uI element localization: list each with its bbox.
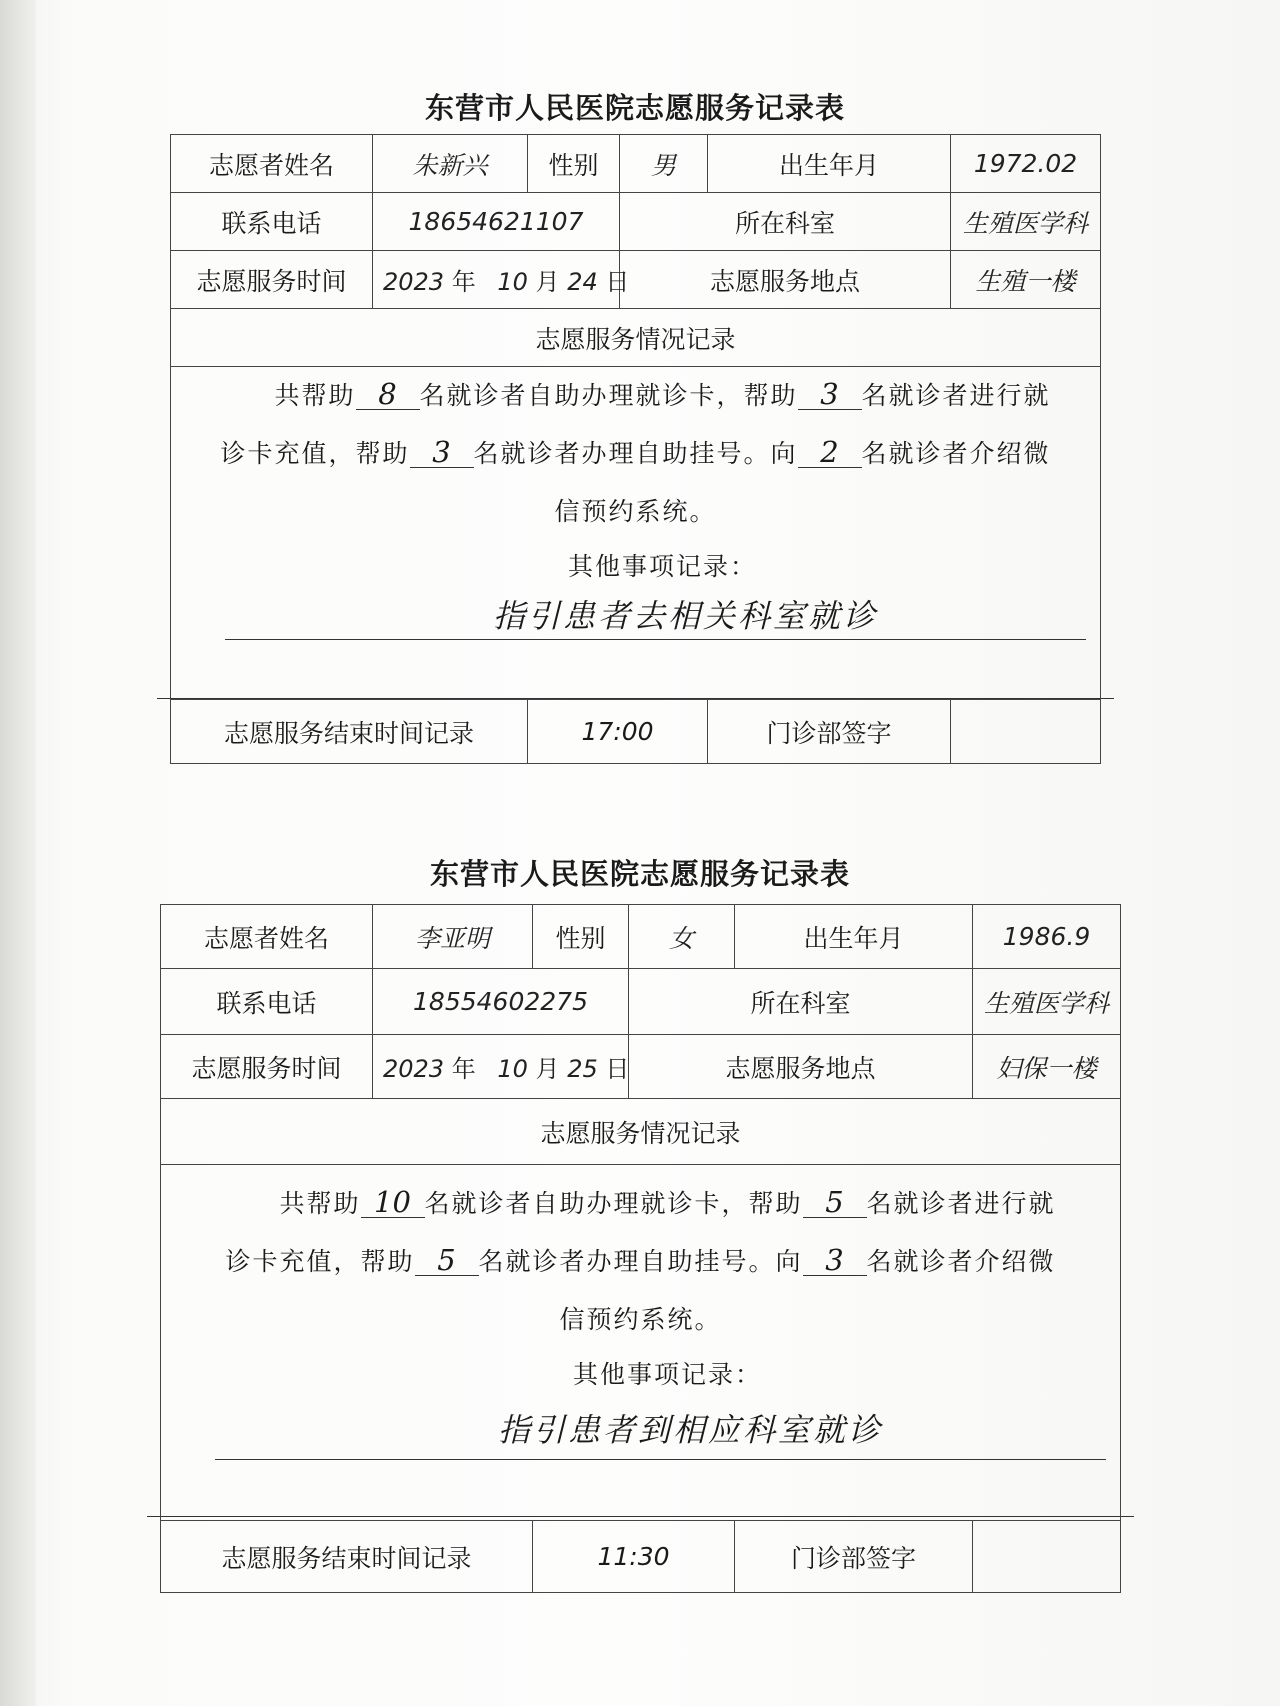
- year-label: 年: [451, 268, 476, 296]
- count-new-cards: 8: [356, 379, 420, 410]
- record-line-3: 信预约系统。: [554, 497, 717, 526]
- section-header: 志愿服务情况记录: [161, 1099, 1121, 1165]
- other-notes-value: 指引患者去相关科室就诊: [225, 593, 1086, 640]
- record-text: 名就诊者介绍微: [866, 1246, 1056, 1276]
- birth-label: 出生年月: [735, 905, 973, 969]
- record-line-3: 信预约系统。: [559, 1304, 722, 1334]
- month-label: 月: [535, 268, 560, 296]
- volunteer-info-table: [160, 904, 1121, 1593]
- date-day: 25: [567, 1055, 598, 1083]
- dept-label: 所在科室: [620, 193, 951, 251]
- dept-label: 所在科室: [629, 969, 973, 1035]
- record-text: 名就诊者介绍微: [861, 439, 1051, 468]
- name-label: 志愿者姓名: [161, 905, 373, 969]
- end-time-value: 17:00: [528, 700, 708, 764]
- count-recharge: 3: [798, 379, 862, 410]
- gender-label: 性别: [528, 135, 620, 193]
- count-wechat: 2: [798, 437, 862, 468]
- date-month: 10: [497, 1055, 528, 1083]
- service-place-label: 志愿服务地点: [629, 1035, 973, 1099]
- signature-label: 门诊部签字: [735, 1521, 973, 1593]
- other-notes-value: 指引患者到相应科室就诊: [215, 1401, 1106, 1460]
- service-record-body: [171, 367, 1101, 700]
- record-line-2: [161, 1233, 1120, 1291]
- day-label: 日: [605, 1055, 630, 1083]
- service-record-body: [161, 1165, 1121, 1521]
- page-binding-edge: [0, 0, 36, 1706]
- record-text: 名就诊者办理自助挂号。向: [478, 1246, 803, 1276]
- other-notes-label: 其他事项记录：: [573, 1359, 763, 1389]
- phone-label: 联系电话: [171, 193, 373, 251]
- record-blank-line: [147, 1460, 1134, 1517]
- count-wechat: 3: [803, 1245, 867, 1276]
- name-value: 李亚明: [373, 905, 533, 969]
- date-year: 2023: [383, 268, 445, 296]
- form-title: 东营市人民医院志愿服务记录表: [424, 91, 845, 125]
- birth-label: 出生年月: [708, 135, 951, 193]
- record-text: 名就诊者进行就: [861, 381, 1051, 410]
- record-line-2: [171, 425, 1100, 483]
- service-time-label: 志愿服务时间: [171, 251, 373, 309]
- date-month: 10: [497, 268, 528, 296]
- birth-value: 1986.9: [973, 905, 1121, 969]
- dept-value: 生殖医学科: [951, 193, 1101, 251]
- phone-value: 18654621107: [373, 193, 620, 251]
- service-time-label: 志愿服务时间: [161, 1035, 373, 1099]
- name-label: 志愿者姓名: [171, 135, 373, 193]
- record-line-1: [171, 367, 1100, 425]
- phone-value: 18554602275: [373, 969, 629, 1035]
- record-text: 共帮助: [279, 1188, 361, 1218]
- count-recharge: 5: [803, 1187, 867, 1218]
- service-place-value: 妇保一楼: [973, 1035, 1121, 1099]
- signature-box: [951, 700, 1101, 764]
- volunteer-record-form-1: [170, 86, 1100, 764]
- record-line-1: [161, 1175, 1120, 1233]
- date-year: 2023: [383, 1055, 445, 1083]
- service-place-label: 志愿服务地点: [620, 251, 951, 309]
- birth-value: 1972.02: [951, 135, 1101, 193]
- record-text: 名就诊者办理自助挂号。向: [473, 439, 798, 468]
- count-registration: 3: [410, 437, 474, 468]
- service-date-value: [373, 251, 630, 309]
- service-date-value: [373, 1035, 629, 1099]
- form-title: 东营市人民医院志愿服务记录表: [429, 857, 850, 891]
- year-label: 年: [451, 1055, 476, 1083]
- month-label: 月: [535, 1055, 560, 1083]
- service-place-value: 生殖一楼: [951, 251, 1101, 309]
- dept-value: 生殖医学科: [973, 969, 1121, 1035]
- signature-label: 门诊部签字: [708, 700, 951, 764]
- day-label: 日: [605, 268, 630, 296]
- count-new-cards: 10: [361, 1187, 425, 1218]
- end-time-label: 志愿服务结束时间记录: [161, 1521, 533, 1593]
- phone-label: 联系电话: [161, 969, 373, 1035]
- section-header: 志愿服务情况记录: [171, 309, 1101, 367]
- volunteer-record-form-2: [160, 852, 1120, 1593]
- signature-box: [973, 1521, 1121, 1593]
- other-notes-label: 其他事项记录：: [568, 552, 758, 581]
- end-time-value: 11:30: [533, 1521, 735, 1593]
- volunteer-info-table: [170, 134, 1101, 764]
- date-day: 24: [567, 268, 598, 296]
- gender-value: 女: [629, 905, 735, 969]
- record-text: 共帮助: [274, 381, 356, 410]
- gender-value: 男: [620, 135, 708, 193]
- record-text: 诊卡充值，帮助: [225, 1246, 415, 1276]
- gender-label: 性别: [533, 905, 629, 969]
- record-text: 名就诊者自助办理就诊卡，帮助: [424, 1188, 803, 1218]
- count-registration: 5: [415, 1245, 479, 1276]
- end-time-label: 志愿服务结束时间记录: [171, 700, 528, 764]
- name-value: 朱新兴: [373, 135, 528, 193]
- record-text: 诊卡充值，帮助: [220, 439, 410, 468]
- record-text: 名就诊者自助办理就诊卡，帮助: [419, 381, 798, 410]
- record-blank-line: [157, 640, 1114, 699]
- record-text: 名就诊者进行就: [866, 1188, 1056, 1218]
